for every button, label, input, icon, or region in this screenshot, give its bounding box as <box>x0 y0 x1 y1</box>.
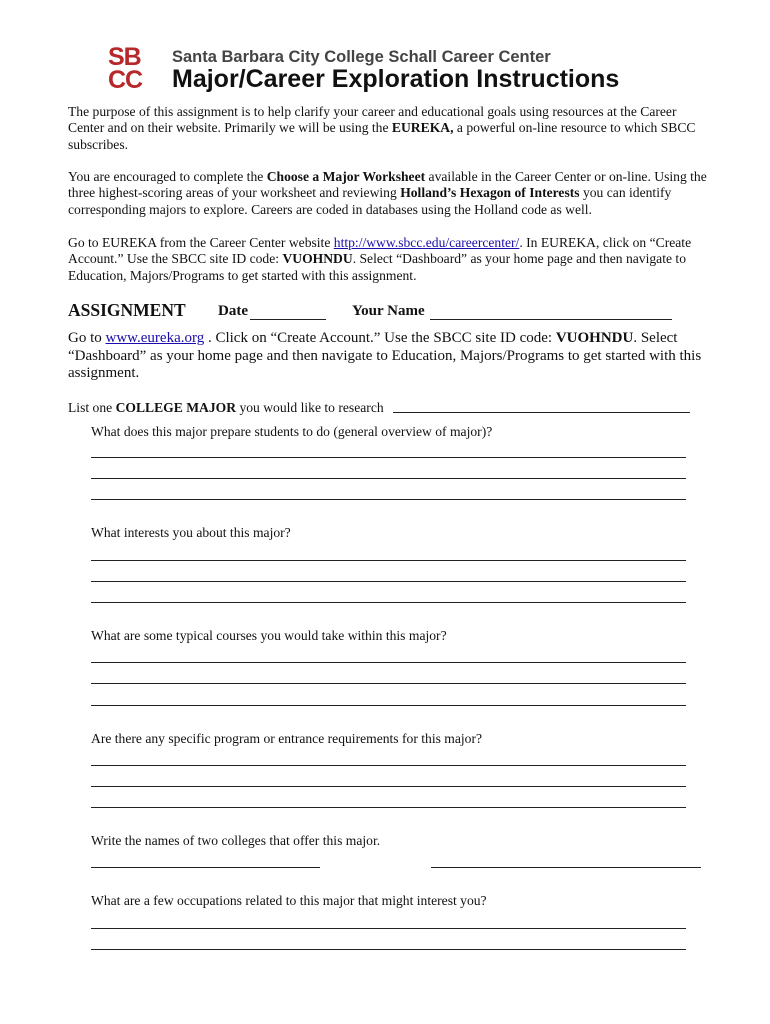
question-interests: What interests you about this major? <box>91 525 291 540</box>
text: available in the Career Center or on-line. Using the three highest-scoring areas of your worksheet and reviewing <box>68 169 707 201</box>
question-courses: What are some typical courses you would take within this major? <box>91 628 447 643</box>
text: you can identify corresponding majors to explore. Careers are coded in databases using the Holland code as well. <box>68 185 672 217</box>
answer-line[interactable] <box>91 928 686 929</box>
text: . In EUREKA, click on “Create Account.” Use the SBCC site ID code: <box>68 235 692 267</box>
intro-paragraph-2 <box>68 169 708 218</box>
text: Go to <box>68 330 106 346</box>
text: Go to EUREKA from the Career Center website <box>68 235 334 250</box>
name-field[interactable] <box>430 319 672 320</box>
college-major-field[interactable] <box>393 412 690 413</box>
logo-text-top: SB <box>108 43 141 71</box>
site-code: VUOHNDU <box>555 330 634 346</box>
text: a powerful on-line resource to which SBCC subscribes. <box>68 120 696 152</box>
text: . Select “Dashboard” as your home page and then navigate to Education, Majors/Programs to get started with this assignment. <box>68 330 702 381</box>
college-2-field[interactable] <box>431 867 701 868</box>
question-colleges: Write the names of two colleges that offer this major. <box>91 833 381 848</box>
question-occupations: What are a few occupations related to this major that might interest you? <box>91 893 487 908</box>
college-1-field[interactable] <box>91 867 320 868</box>
logo-text-bottom: CC <box>108 66 143 94</box>
text: . Select “Dashboard” as your home page and then navigate to Education, Majors/Programs to get started with this assignment. <box>68 251 686 283</box>
answer-line[interactable] <box>91 457 686 458</box>
answer-line[interactable] <box>91 602 686 603</box>
answer-line[interactable] <box>91 662 686 663</box>
answer-line[interactable] <box>91 949 686 950</box>
site-code: VUOHNDU <box>282 251 353 267</box>
college-major-prompt <box>68 400 708 416</box>
answer-line[interactable] <box>91 705 686 706</box>
college-major-bold: COLLEGE MAJOR <box>115 400 237 415</box>
eureka-bold: EUREKA, <box>391 120 454 136</box>
text: . Click on “Create Account.” Use the SBCC site ID code: <box>204 330 556 346</box>
assignment-heading: ASSIGNMENT <box>68 300 186 320</box>
question-overview: What does this major prepare students to do (general overview of major)? <box>91 424 493 439</box>
hexagon-bold: Holland’s Hexagon of Interests <box>400 185 580 201</box>
answer-line[interactable] <box>91 581 686 582</box>
page-title: Major/Career Exploration Instructions <box>172 65 620 93</box>
text: The purpose of this assignment is to help clarify your career and educational goals using resources at the Career Center and on their website. Primarily we will be using the <box>68 104 677 136</box>
answer-line[interactable] <box>91 786 686 787</box>
text: you would like to research <box>236 400 384 415</box>
answer-line[interactable] <box>91 807 686 808</box>
career-center-link[interactable]: http://www.sbcc.edu/careercenter/ <box>333 235 520 250</box>
intro-paragraph-1 <box>68 104 708 153</box>
answer-line[interactable] <box>91 478 686 479</box>
answer-line[interactable] <box>91 683 686 684</box>
answer-line[interactable] <box>91 765 686 766</box>
date-label: Date <box>218 303 248 319</box>
eureka-link[interactable]: www.eureka.org <box>105 330 205 346</box>
sbcc-logo <box>108 43 158 94</box>
name-label: Your Name <box>352 303 425 319</box>
text: List one <box>68 400 116 415</box>
question-requirements: Are there any specific program or entrance requirements for this major? <box>91 731 483 746</box>
assignment-paragraph <box>68 330 708 383</box>
worksheet-bold: Choose a Major Worksheet <box>266 169 426 184</box>
intro-paragraph-3 <box>68 235 708 284</box>
org-name: Santa Barbara City College Schall Career Center <box>172 48 551 66</box>
answer-line[interactable] <box>91 499 686 500</box>
date-field[interactable] <box>250 319 326 320</box>
answer-line[interactable] <box>91 560 686 561</box>
text: You are encouraged to complete the <box>68 169 267 184</box>
